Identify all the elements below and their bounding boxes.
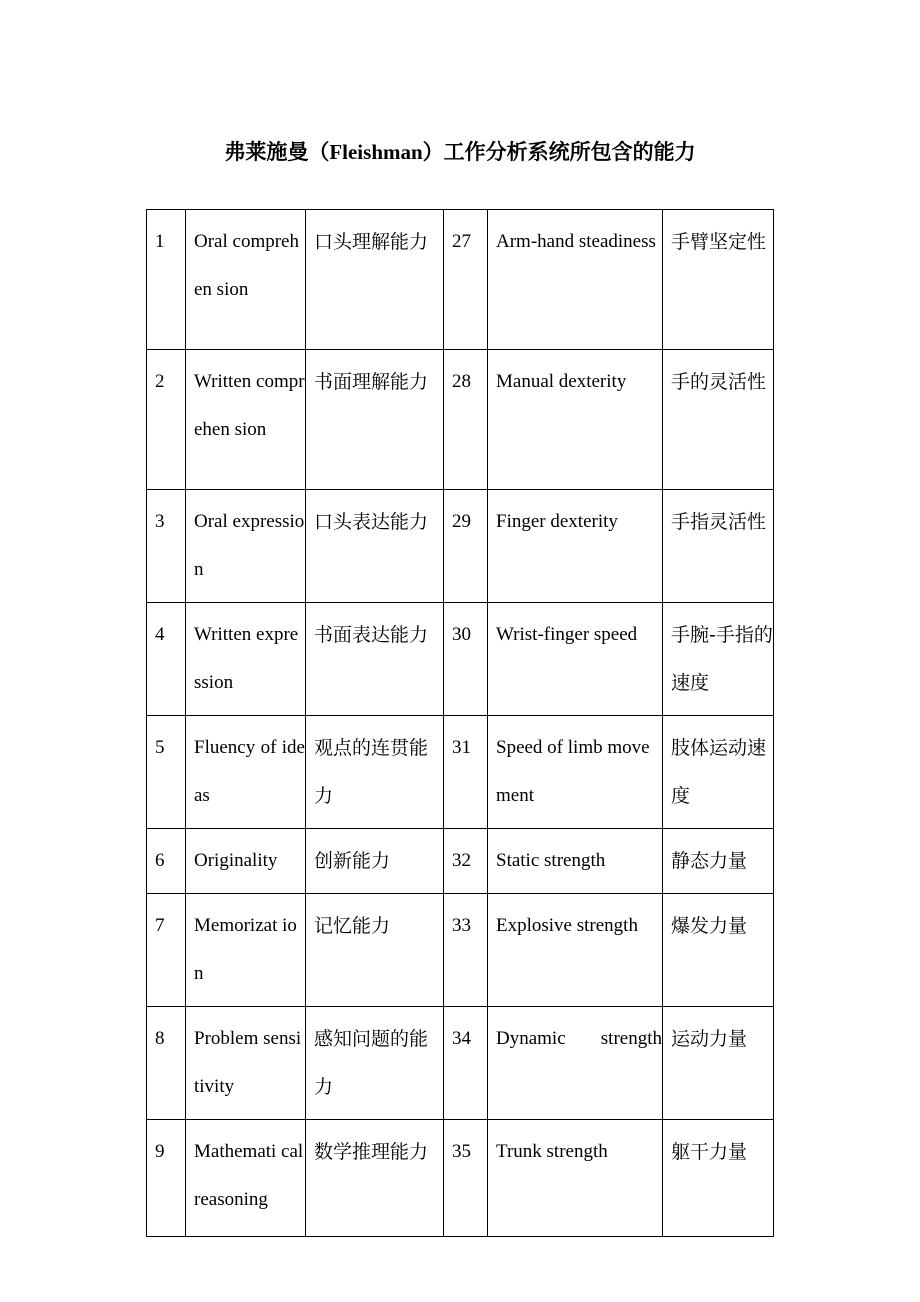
table-row [147,350,774,490]
cell-number-left: 7 [155,915,165,936]
cell-chinese-right: 运动力量 [671,1028,748,1050]
cell-chinese-right: 静态力量 [671,850,748,872]
row-ability-en-right [488,1007,663,1120]
cell-chinese-right: 躯干力量 [671,1141,748,1163]
row-ability-zh-left [306,716,444,829]
row-ability-en-left [186,350,306,490]
row-ability-zh-right [663,603,774,716]
cell-number-left: 1 [155,231,165,252]
table-row [147,894,774,1007]
row-ability-en-right [488,603,663,716]
cell-chinese-right: 爆发力量 [671,915,748,937]
row-ability-zh-right [663,490,774,603]
row-number-right [444,829,488,894]
cell-number-left: 3 [155,511,165,532]
row-ability-en-left [186,1120,306,1237]
row-number-left [147,350,186,490]
row-number-left [147,210,186,350]
row-number-left [147,490,186,603]
row-ability-zh-left [306,829,444,894]
table-row [147,829,774,894]
cell-chinese-right: 手腕-手指的速度 [671,624,773,694]
row-ability-zh-right [663,829,774,894]
cell-number-right: 31 [452,737,471,758]
cell-english-left: Mathemati cal reasoning [194,1141,304,1210]
cell-english-right: Arm-hand steadiness [496,231,656,252]
row-number-right [444,603,488,716]
row-number-right [444,1120,488,1237]
row-ability-zh-right [663,894,774,1007]
row-number-right [444,1007,488,1120]
cell-english-right: Wrist-finger speed [496,624,638,645]
row-ability-en-right [488,716,663,829]
row-ability-en-left [186,1007,306,1120]
cell-chinese-left: 记忆能力 [314,915,391,937]
cell-english-right: Dynamic strength [496,1028,662,1049]
row-number-right [444,716,488,829]
row-ability-zh-right [663,210,774,350]
row-ability-en-right [488,829,663,894]
cell-chinese-left: 感知问题的能力 [314,1028,429,1098]
cell-number-right: 29 [452,511,471,532]
table-row [147,210,774,350]
table-row [147,603,774,716]
cell-chinese-left: 书面理解能力 [314,371,429,393]
row-number-left [147,603,186,716]
row-number-right [444,350,488,490]
row-ability-zh-left [306,1007,444,1120]
row-ability-en-right [488,490,663,603]
cell-english-left: Fluency of ideas [194,737,305,806]
cell-chinese-right: 手指灵活性 [671,511,767,533]
row-number-right [444,894,488,1007]
row-ability-zh-left [306,490,444,603]
cell-english-left: Memorizat ion [194,915,297,984]
cell-english-left: Problem sensitivity [194,1028,302,1097]
cell-number-left: 2 [155,371,165,392]
row-number-left [147,894,186,1007]
row-number-right [444,210,488,350]
row-number-right [444,490,488,603]
row-ability-zh-left [306,350,444,490]
cell-number-left: 9 [155,1141,165,1162]
table-row [147,490,774,603]
row-ability-en-left [186,894,306,1007]
cell-english-left: Written comprehen sion [194,371,305,440]
cell-chinese-left: 数学推理能力 [314,1141,429,1163]
row-ability-en-right [488,210,663,350]
cell-english-right: Trunk strength [496,1141,608,1162]
cell-chinese-left: 口头表达能力 [314,511,429,533]
cell-number-left: 4 [155,624,165,645]
cell-english-left: Written expression [194,624,299,693]
row-ability-zh-left [306,603,444,716]
row-ability-zh-right [663,1120,774,1237]
row-ability-en-right [488,350,663,490]
fleishman-ability-table [146,209,774,1237]
row-number-left [147,716,186,829]
row-number-left [147,829,186,894]
row-ability-en-left [186,210,306,350]
row-ability-zh-right [663,350,774,490]
cell-number-right: 32 [452,850,471,871]
cell-chinese-right: 手臂坚定性 [671,231,767,253]
cell-number-right: 27 [452,231,471,252]
cell-english-right: Explosive strength [496,915,638,936]
row-ability-en-left [186,603,306,716]
cell-english-left: Oral expression [194,511,305,580]
cell-number-right: 28 [452,371,471,392]
cell-chinese-left: 创新能力 [314,850,391,872]
cell-chinese-left: 观点的连贯能力 [314,737,429,807]
row-ability-zh-right [663,716,774,829]
row-ability-en-left [186,490,306,603]
cell-chinese-right: 肢体运动速度 [671,737,767,807]
row-ability-zh-left [306,894,444,1007]
row-number-left [147,1007,186,1120]
row-ability-zh-left [306,1120,444,1237]
cell-english-right: Static strength [496,850,606,871]
cell-number-right: 30 [452,624,471,645]
cell-number-right: 34 [452,1028,471,1049]
cell-english-right: Speed of limb movement [496,737,650,806]
row-ability-en-left [186,829,306,894]
cell-english-left: Originality [194,850,278,871]
row-ability-zh-right [663,1007,774,1120]
cell-number-right: 33 [452,915,471,936]
cell-chinese-left: 书面表达能力 [314,624,429,646]
cell-number-left: 5 [155,737,165,758]
row-ability-en-right [488,894,663,1007]
table-row [147,1120,774,1237]
row-ability-en-left [186,716,306,829]
cell-chinese-left: 口头理解能力 [314,231,429,253]
cell-number-left: 6 [155,850,165,871]
cell-english-right: Manual dexterity [496,371,627,392]
cell-number-left: 8 [155,1028,165,1049]
page-title: 弗莱施曼（Fleishman）工作分析系统所包含的能力 [224,140,696,164]
cell-english-left: Oral comprehen sion [194,231,299,300]
cell-chinese-right: 手的灵活性 [671,371,767,393]
row-ability-en-right [488,1120,663,1237]
cell-english-right: Finger dexterity [496,511,618,532]
row-number-left [147,1120,186,1237]
table-row [147,1007,774,1120]
table-row [147,716,774,829]
row-ability-zh-left [306,210,444,350]
cell-number-right: 35 [452,1141,471,1162]
